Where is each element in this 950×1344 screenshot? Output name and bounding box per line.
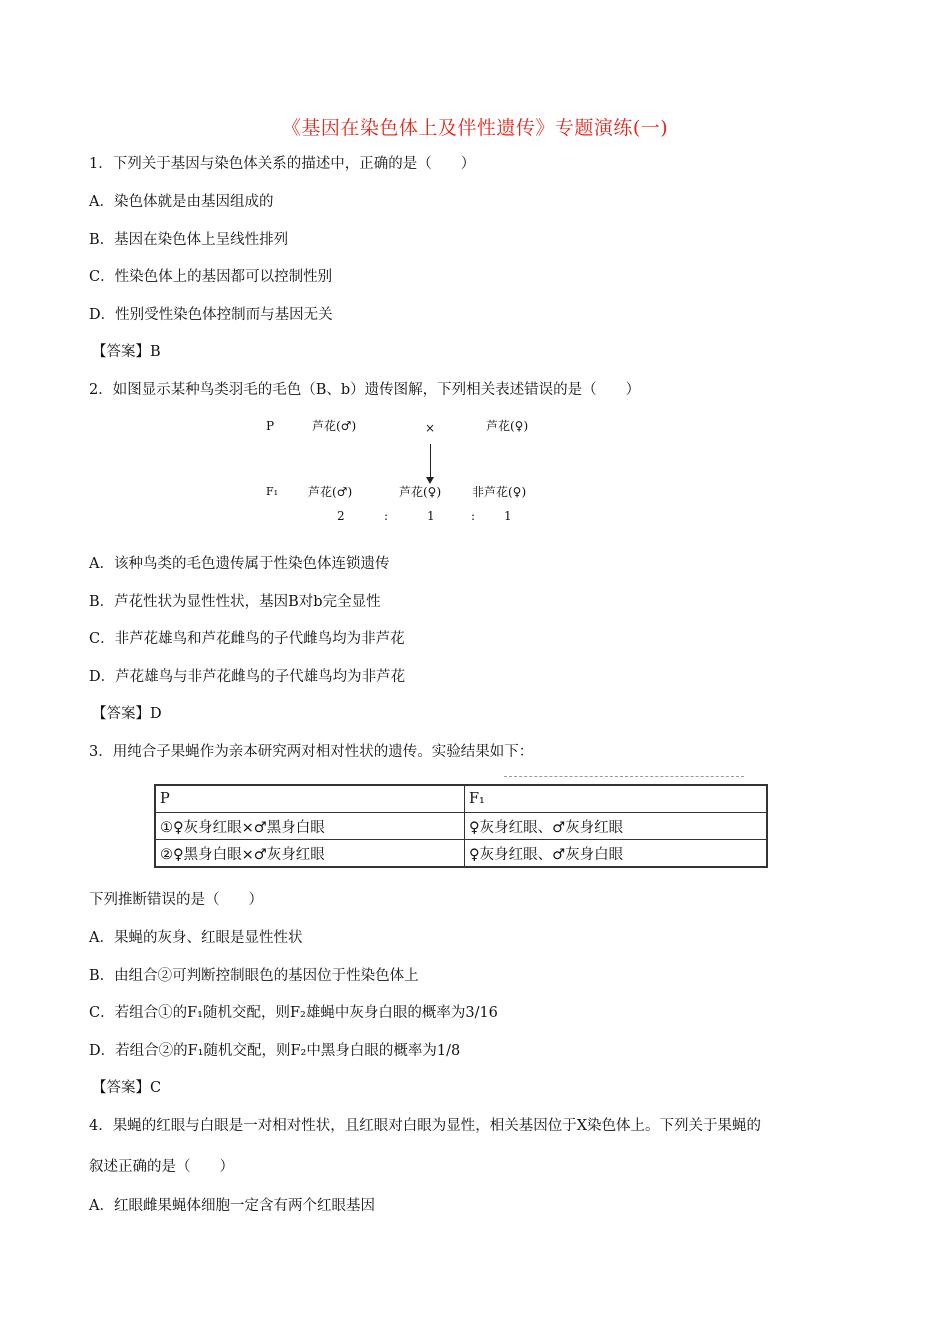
results-table (154, 784, 768, 868)
table-cell-f1: ♀灰身红眼、♂灰身红眼 (465, 813, 768, 840)
table-row (155, 813, 767, 840)
q4-stem-line2: 叙述正确的是（ ） (89, 1159, 234, 1175)
q2-option-b: B．芦花性状为显性性状，基因B对b完全显性 (89, 594, 381, 610)
q1-stem: 1．下列关于基因与染色体关系的描述中，正确的是（ ） (89, 156, 476, 172)
q3-answer: 【答案】C (92, 1080, 162, 1096)
diagram-p-male: 芦花(♂) (312, 419, 357, 433)
q3-stem: 3．用纯合子果蝇作为亲本研究两对相对性状的遗传。实验结果如下： (89, 744, 534, 760)
q1-option-a: A．染色体就是由基因组成的 (89, 194, 274, 210)
q3-option-d: D．若组合②的F₁随机交配，则F₂中黑身白眼的概率为1/8 (89, 1043, 461, 1059)
table-cell-cross: ②♀黑身白眼×♂灰身红眼 (155, 840, 465, 868)
diagram-arrow-down-icon (426, 477, 434, 484)
q1-option-c: C．性染色体上的基因都可以控制性别 (89, 269, 333, 285)
scan-artifact (504, 776, 744, 780)
q1-answer: 【答案】B (92, 344, 161, 360)
q1-option-d: D．性别受性染色体控制而与基因无关 (89, 307, 333, 323)
table-header-row (155, 785, 767, 813)
q4-stem-line1: 4．果蝇的红眼与白眼是一对相对性状，且红眼对白眼为显性，相关基因位于X染色体上。下列关于果蝇的 (89, 1118, 762, 1134)
table-cell-f1: ♀灰身红眼、♂灰身白眼 (465, 840, 768, 868)
diagram-f1-label: F₁ (266, 485, 279, 498)
table-cell-cross: ①♀灰身红眼×♂黑身白眼 (155, 813, 465, 840)
diagram-ratio-1a: 1 (427, 509, 435, 523)
results-table-figure (154, 776, 768, 868)
table-row (155, 840, 767, 868)
q1-option-b: B．基因在染色体上呈线性排列 (89, 232, 289, 248)
diagram-arrow-line (430, 444, 431, 478)
diagram-colon-1: : (384, 509, 389, 523)
diagram-f1-male: 芦花(♂) (308, 485, 353, 499)
diagram-ratio-2: 2 (337, 509, 345, 523)
q2-option-a: A．该种鸟类的毛色遗传属于性染色体连锁遗传 (89, 556, 390, 572)
q3-prompt: 下列推断错误的是（ ） (89, 892, 263, 908)
page-title: 《基因在染色体上及伴性遗传》专题演练(一) (281, 117, 669, 139)
diagram-p-label: P (266, 419, 275, 433)
q2-option-d: D．芦花雄鸟与非芦花雌鸟的子代雄鸟均为非芦花 (89, 669, 406, 685)
q2-stem: 2．如图显示某种鸟类羽毛的毛色（B、b）遗传图解，下列相关表述错误的是（ ） (89, 382, 641, 398)
diagram-p-female: 芦花(♀) (486, 419, 529, 433)
q3-option-c: C．若组合①的F₁随机交配，则F₂雄蝇中灰身白眼的概率为3/16 (89, 1005, 498, 1021)
table-header-f1: F₁ (465, 785, 768, 813)
diagram-f1-female: 芦花(♀) (399, 485, 442, 499)
q2-answer: 【答案】D (92, 706, 162, 722)
q3-option-a: A．果蝇的灰身、红眼是显性性状 (89, 930, 303, 946)
q4-option-a: A．红眼雌果蝇体细胞一定含有两个红眼基因 (89, 1198, 375, 1214)
diagram-ratio-1b: 1 (504, 509, 512, 523)
q2-option-c: C．非芦花雄鸟和芦花雌鸟的子代雌鸟均为非芦花 (89, 631, 405, 647)
diagram-cross-symbol: × (425, 421, 436, 435)
table-header-p: P (155, 785, 465, 813)
q3-option-b: B．由组合②可判断控制眼色的基因位于性染色体上 (89, 968, 419, 984)
diagram-colon-2: : (471, 509, 476, 523)
diagram-f1-nonbarred-female: 非芦花(♀) (472, 485, 527, 499)
